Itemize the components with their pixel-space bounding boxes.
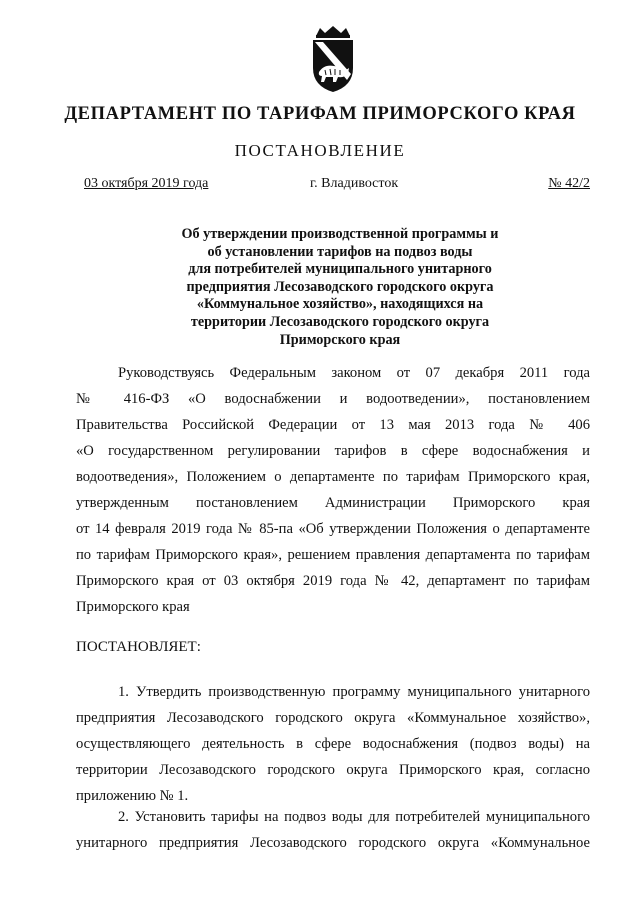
- subject-line: об установлении тарифов на подвоз воды: [207, 243, 473, 260]
- document-meta: [80, 176, 590, 196]
- paragraph-line: Приморского края: [76, 599, 190, 615]
- paragraph-line: от 14 февраля 2019 года № 85-па «Об утверждении Положения о департаменте: [76, 521, 590, 537]
- subject-line: «Коммунальное хозяйство», находящихся на: [196, 296, 484, 313]
- document-date: 03 октября 2019 года: [84, 176, 209, 191]
- department-title: ДЕПАРТАМЕНТ ПО ТАРИФАМ ПРИМОРСКОГО КРАЯ: [64, 104, 576, 124]
- paragraph-line: 1. Утвердить производственную программу муниципального унитарного: [118, 684, 590, 700]
- paragraph-line: 2. Установить тарифы на подвоз воды для потребителей муниципального: [118, 809, 590, 825]
- subject-line: Об утверждении производственной программы и: [181, 226, 499, 242]
- preamble-paragraph: [76, 360, 590, 620]
- coat-of-arms-icon: [302, 26, 364, 94]
- document-type: ПОСТАНОВЛЕНИЕ: [234, 141, 406, 160]
- subject-line: для потребителей муниципального унитарного: [188, 261, 492, 278]
- paragraph-line: Правительства Российской Федерации от 13 мая 2013 года № 406: [76, 417, 590, 433]
- document-number: № 42/2: [548, 176, 590, 191]
- paragraph-line: водоотведения», Положением о департаменте по тарифам Приморского края,: [76, 469, 590, 485]
- subject-line: территории Лесозаводского городского округа: [190, 313, 490, 330]
- paragraph-line: Приморского края от 03 октября 2019 года № 42, департамент по тарифам: [76, 573, 590, 589]
- resolution-item-2: [76, 804, 590, 856]
- resolution-item-1: [76, 679, 590, 809]
- paragraph-line: «О государственном регулировании тарифов в сфере водоснабжения и: [76, 443, 590, 459]
- paragraph-line: по тарифам Приморского края», решением правления департамента по тарифам: [76, 547, 590, 563]
- paragraph-line: приложению № 1.: [76, 788, 189, 804]
- paragraph-line: № 416-ФЗ «О водоснабжении и водоотведении», постановлением: [76, 391, 590, 407]
- subject-line: предприятия Лесозаводского городского округа: [186, 278, 494, 295]
- document-subject: [150, 226, 530, 349]
- document-city: г. Владивосток: [310, 176, 399, 191]
- paragraph-line: унитарного предприятия Лесозаводского городского округа «Коммунальное: [76, 835, 590, 851]
- resolution-keyword: ПОСТАНОВЛЯЕТ:: [76, 639, 201, 655]
- paragraph-line: Руководствуясь Федеральным законом от 07 декабря 2011 года: [118, 365, 590, 381]
- paragraph-line: утвержденным постановлением Администрации Приморского края: [76, 495, 590, 511]
- paragraph-line: территории Лесозаводского городского округа Приморского края, согласно: [76, 762, 590, 778]
- paragraph-line: осуществляющего деятельность в сфере водоснабжения (подвоз воды) на: [76, 736, 590, 752]
- paragraph-line: предприятия Лесозаводского городского округа «Коммунальное хозяйство»,: [76, 710, 590, 726]
- subject-line: Приморского края: [279, 331, 401, 348]
